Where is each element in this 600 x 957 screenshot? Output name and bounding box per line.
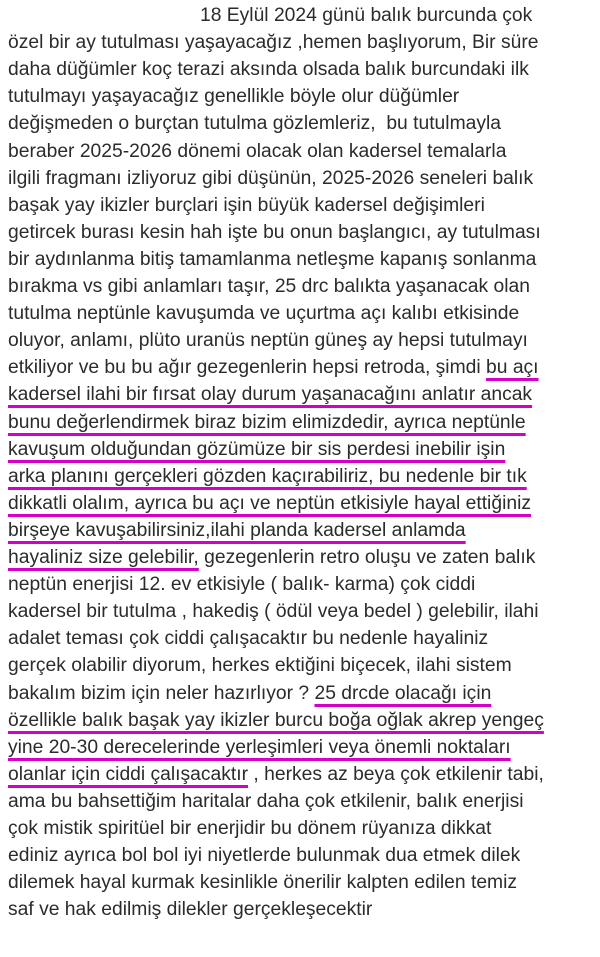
text-line [8, 652, 512, 679]
text-segment: dilemek hayal kurmak kesinlikle önerilir kalpten edilen temiz [8, 872, 518, 894]
highlighted-segment: arka planını gerçekleri gözden kaçırabiliriz, bu nedenle bir tık [8, 465, 527, 487]
text-segment: değişmeden o burçtan tutulma gözlemleriz, bu tutulmayla [8, 113, 501, 135]
text-line [8, 896, 372, 923]
text-line [8, 490, 531, 517]
text-segment: ama bu bahsettiğim haritalar daha çok etkilenir, balık enerjisi [8, 790, 524, 812]
text-line [8, 300, 519, 327]
text-line [8, 571, 475, 598]
text-line [8, 246, 536, 273]
text-segment: adalet teması çok ciddi çalışacaktır bu nedenle hayaliniz [8, 628, 489, 650]
text-segment: saf ve hak edilmiş dilekler gerçekleşecektir [8, 899, 373, 921]
text-segment: gezegenlerin retro oluşu ve zaten balık [198, 547, 536, 568]
text-line [8, 842, 520, 869]
text-segment: kadersel bir tutulma , hakediş ( ödül veya bedel ) gelebilir, ilahi [8, 601, 539, 623]
text-line [8, 138, 506, 165]
text-segment: özel bir ay tutulması yaşayacağız ,hemen başlıyorum, Bir süre [8, 32, 539, 54]
text-segment: neptün enerjisi 12. ev etkisiyle ( balık- karma) çok ciddi [8, 574, 476, 596]
text-line [8, 598, 539, 625]
text-line [8, 83, 459, 110]
highlighted-segment: kadersel ilahi bir fırsat olay durum yaşanacağını anlatır ancak [8, 384, 533, 406]
text-segment: bakalım bizim için neler hazırlıyor ? [8, 682, 315, 704]
highlighted-segment: kavuşum olduğundan gözümüze bir sis perdesi inebilir işin [8, 438, 506, 460]
text-segment: getircek burası kesin hah işte bu onun başlangıcı, ay tutulması [8, 221, 541, 243]
text-segment: oluyor, anlamı, plüto uranüs neptün güneş ay hepsi tutulmayı [8, 330, 528, 352]
text-line [8, 381, 532, 408]
text-segment: bırakma vs gibi anlamları taşır, 25 drc balıkta yaşanacak olan [8, 276, 530, 297]
text-line [8, 625, 488, 652]
text-segment: daha düğümler koç terazi aksında olsada balık burcundaki ilk [8, 59, 529, 81]
text-segment: ediniz ayrıca bol bol iyi niyetlerde bulunmak dua etmek dilek [8, 845, 521, 867]
highlighted-segment: bunu değerlendirmek biraz bizim elimizdedir, ayrıca neptünle [8, 411, 526, 433]
text-line [8, 707, 544, 734]
text-line [8, 788, 524, 815]
highlighted-segment: birşeye kavuşabilirsiniz,ilahi planda kadersel anlamda [8, 519, 466, 541]
text-line [8, 110, 501, 137]
highlighted-segment: özellikle balık başak yay ikizler burcu boğa oğlak akrep yengeç [8, 709, 544, 731]
highlighted-segment: bu açı [486, 357, 539, 379]
text-segment: çok mistik spiritüel bir enerjidir bu dönem rüyanıza dikkat [8, 818, 492, 839]
text-segment: ilgili fragmanı izliyoruz gibi düşünün, 2025-2026 seneleri balık [8, 167, 534, 189]
highlighted-segment: hayaliniz size gelebilir, [8, 547, 199, 568]
text-segment: tutulma neptünle kavuşumda ve uçurtma açı kalıbı etkisinde [8, 303, 520, 325]
text-line [8, 517, 466, 544]
text-line [8, 354, 539, 381]
text-segment: bir aydınlanma bitiş tamamlanma netleşme kapanış sonlanma [8, 248, 537, 270]
text-segment: 18 Eylül 2024 günü balık burcunda çok [200, 5, 533, 26]
text-line [8, 56, 529, 83]
highlighted-segment: yine 20-30 derecelerinde yerleşimleri veya önemli noktaları [8, 736, 511, 758]
text-line [8, 29, 538, 56]
highlighted-segment: dikkatli olalım, ayrıca bu açı ve neptün etkisiyle hayal ettiğiniz [8, 492, 531, 514]
text-line [8, 734, 511, 761]
text-line [8, 680, 491, 707]
highlighted-segment: 25 drcde olacağı için [314, 682, 492, 704]
text-line [8, 463, 527, 490]
text-segment: , herkes az beya çok etkilenir tabi, [248, 763, 544, 785]
text-segment: gerçek olabilir diyorum, herkes ektiğini biçecek, ilahi sistem [8, 655, 512, 677]
highlighted-segment: olanlar için ciddi çalışacaktır [8, 763, 249, 785]
text-line [8, 409, 526, 436]
text-line [8, 192, 485, 219]
text-line [8, 815, 491, 842]
text-line [8, 544, 535, 571]
text-line [8, 761, 544, 788]
text-line [8, 273, 530, 300]
text-line [8, 327, 528, 354]
text-segment: başak yay ikizler burçlari işin büyük kadersel değişimleri [8, 194, 485, 216]
text-line [8, 869, 517, 896]
text-segment: etkiliyor ve bu bu ağır gezegenlerin hepsi retroda, şimdi [8, 357, 487, 379]
text-line [200, 2, 532, 29]
text-segment: tutulmayı yaşayacağız genellikle böyle olur düğümler [8, 86, 460, 108]
text-line [8, 219, 541, 246]
text-line [8, 436, 505, 463]
text-line [8, 165, 533, 192]
text-segment: beraber 2025-2026 dönemi olacak olan kadersel temalarla [8, 140, 507, 162]
